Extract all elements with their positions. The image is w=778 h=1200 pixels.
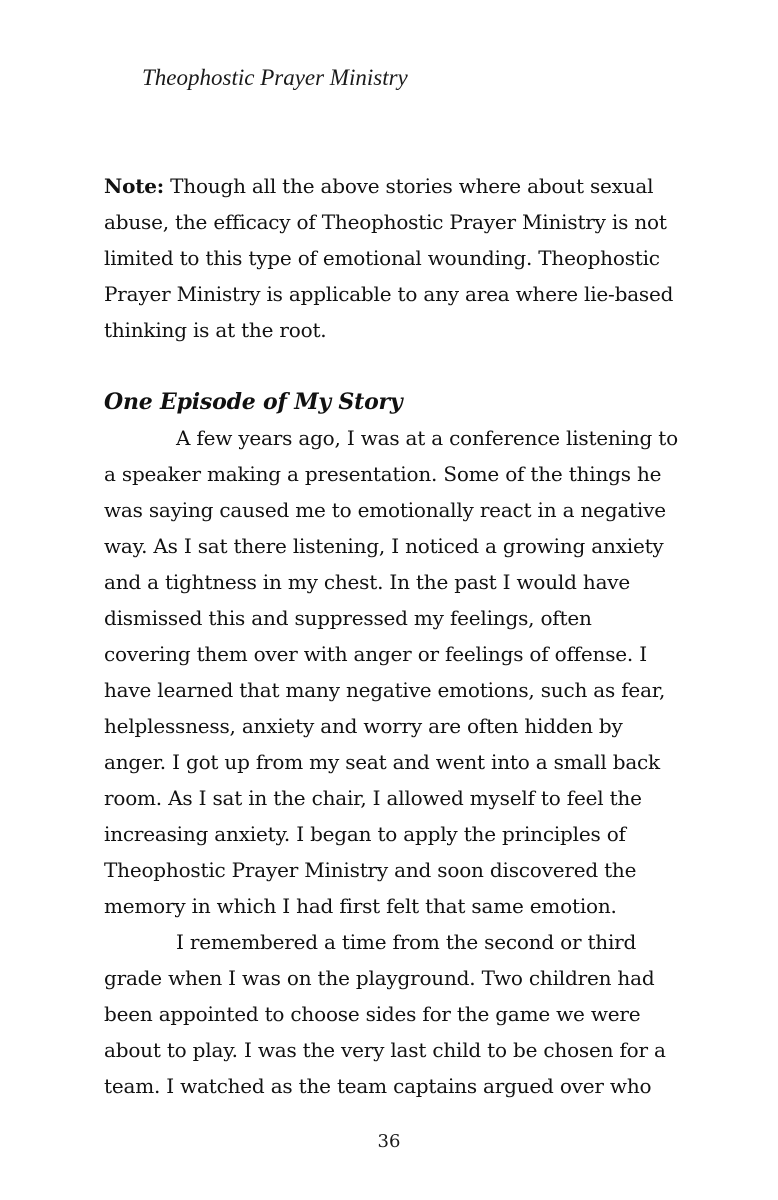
text-line: grade when I was on the playground. Two children had — [104, 966, 655, 990]
text-line: about to play. I was the very last child to be chosen for a — [104, 1038, 666, 1062]
section-heading: One Episode of My Story — [104, 389, 403, 415]
text-line: dismissed this and suppressed my feelings, often — [104, 606, 592, 630]
story-paragraph-1 — [104, 420, 684, 924]
text-line: helplessness, anxiety and worry are often hidden by — [104, 714, 623, 738]
text-line: Theophostic Prayer Ministry and soon discovered the — [104, 858, 637, 882]
text-line: Prayer Ministry is applicable to any area where lie-based — [104, 282, 674, 306]
text-line — [104, 168, 684, 204]
text-line: been appointed to choose sides for the game we were — [104, 1002, 641, 1026]
text-line: team. I watched as the team captains argued over who — [104, 1074, 652, 1098]
text-line: have learned that many negative emotions, such as fear, — [104, 678, 666, 702]
note-label: Note: — [104, 174, 164, 198]
text-line: and a tightness in my chest. In the past I would have — [104, 570, 631, 594]
text-line: abuse, the efficacy of Theophostic Prayer Ministry is not — [104, 210, 667, 234]
text-line: room. As I sat in the chair, I allowed myself to feel the — [104, 786, 642, 810]
story-paragraph-2 — [104, 924, 684, 1104]
text-line: thinking is at the root. — [104, 318, 327, 342]
text-line: limited to this type of emotional wounding. Theophostic — [104, 246, 660, 270]
text-line: was saying caused me to emotionally react in a negative — [104, 498, 666, 522]
text-line: way. As I sat there listening, I noticed a growing anxiety — [104, 534, 664, 558]
text-line: increasing anxiety. I began to apply the principles of — [104, 822, 626, 846]
text-line: anger. I got up from my seat and went into a small back — [104, 750, 660, 774]
text-line: memory in which I had first felt that same emotion. — [104, 894, 617, 918]
page-number: 36 — [377, 1131, 401, 1152]
text-line: I remembered a time from the second or third — [176, 930, 637, 954]
text-line: A few years ago, I was at a conference listening to — [176, 426, 678, 450]
text-line: covering them over with anger or feelings of offense. I — [104, 642, 647, 666]
note-paragraph — [104, 168, 684, 348]
body-text — [104, 168, 684, 1104]
note-text: Though all the above stories where about sexual — [163, 174, 654, 198]
text-line: a speaker making a presentation. Some of the things he — [104, 462, 662, 486]
running-header: Theophostic Prayer Ministry — [142, 65, 408, 90]
